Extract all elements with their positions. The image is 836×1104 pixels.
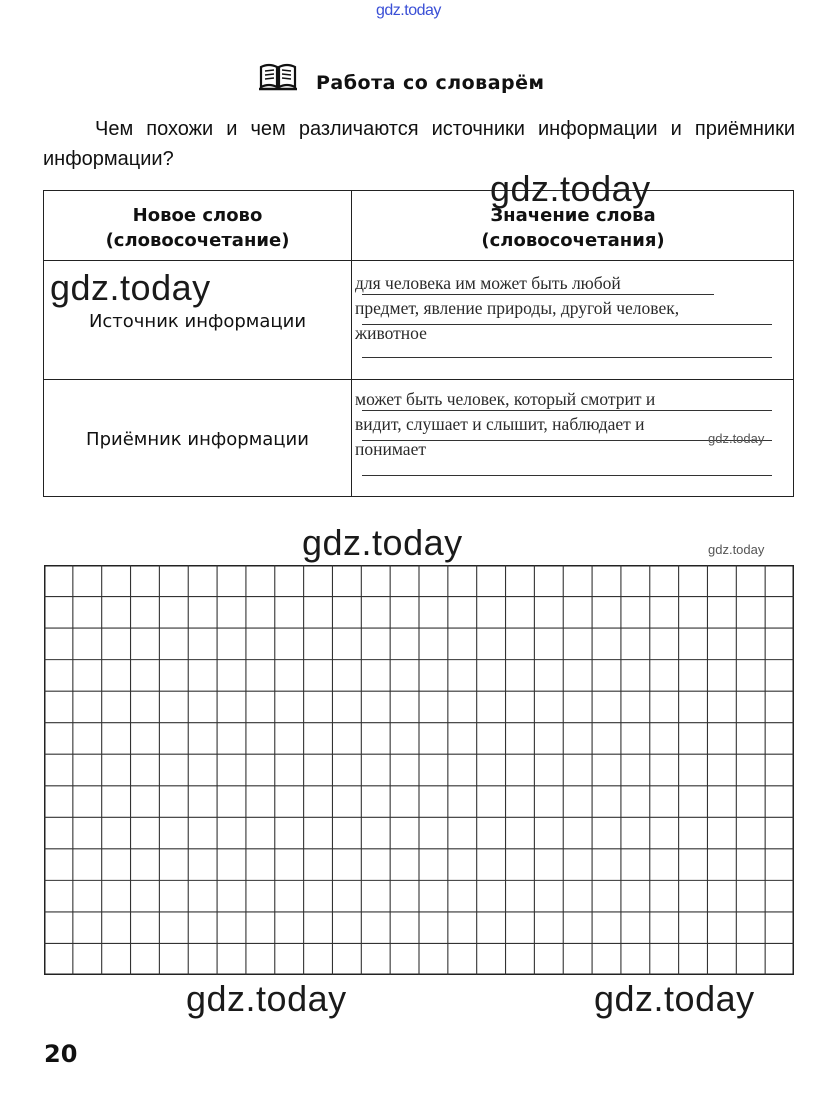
table-row-divider [44, 379, 793, 380]
answer-line: животное [355, 323, 427, 343]
page-number: 20 [44, 1040, 78, 1068]
table-header-divider [44, 260, 793, 261]
watermark: gdz.today [490, 168, 651, 209]
watermark-top: gdz.today [376, 2, 441, 19]
header-meaning: Значение слова (словосочетания) [481, 205, 665, 251]
term-source: Источник информации [88, 311, 307, 332]
watermark-small: gdz.today [708, 542, 765, 557]
section-title: Работа со словарём [316, 72, 545, 94]
answer-line: понимает [355, 439, 426, 459]
question-text: Чем похожи и чем различаются источники информации и приёмники информации? [43, 118, 795, 170]
header-new-word: Новое слово (словосочетание) [105, 205, 290, 251]
squared-grid [44, 565, 794, 975]
watermark: gdz.today [594, 978, 755, 1019]
writing-line [362, 410, 772, 411]
answer-line: предмет, явление природы, другой человек, [355, 298, 680, 318]
answer-line: может быть человек, который смотрит и [355, 389, 656, 409]
writing-line [362, 475, 772, 476]
answer-line: видит, слушает и слышит, наблюдает и [355, 414, 645, 434]
watermark-small: gdz.today [708, 431, 765, 446]
vocabulary-table [43, 190, 794, 497]
writing-line [362, 324, 772, 325]
writing-line [362, 357, 772, 358]
answer-line: для человека им может быть любой [355, 273, 621, 293]
writing-line [362, 294, 714, 295]
watermark: gdz.today [302, 522, 463, 563]
open-book-icon [258, 62, 298, 92]
watermark: gdz.today [186, 978, 347, 1019]
watermark: gdz.today [50, 267, 211, 308]
term-receiver: Приёмник информации [86, 429, 309, 450]
